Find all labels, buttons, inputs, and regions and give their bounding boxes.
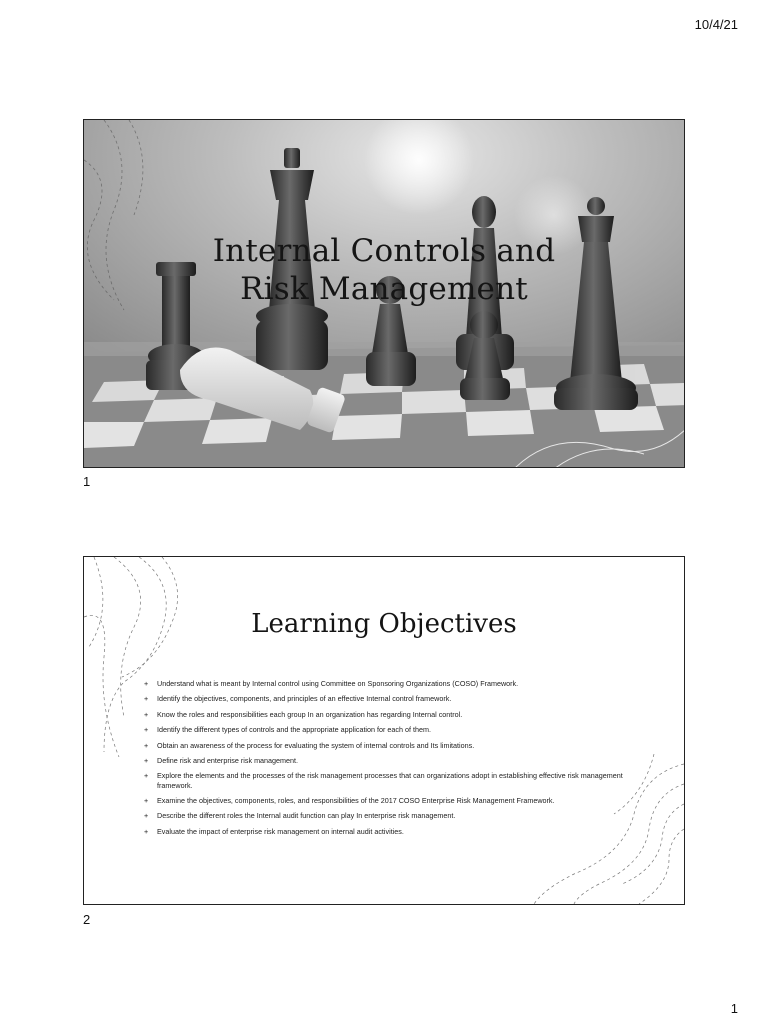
list-item: + Define risk and enterprise risk management. bbox=[144, 755, 299, 765]
slide-number: 2 bbox=[83, 912, 91, 927]
bullet: + bbox=[144, 679, 149, 688]
title-line-2: Risk Management bbox=[240, 271, 528, 307]
header-date: 10/4/21 bbox=[694, 17, 738, 32]
bullet: + bbox=[144, 694, 149, 704]
list-item: + Explore the elements and the processes of the risk management processes that can organizations adopt in establishing effective risk management framework. bbox=[144, 771, 623, 790]
bullet: + bbox=[144, 771, 149, 781]
list-item: + Identify the objectives, components, and principles of an effective Internal control framework. bbox=[144, 694, 452, 704]
title-slide bbox=[83, 119, 685, 468]
slide-title: Learning Objectives bbox=[251, 609, 517, 639]
bullet: + bbox=[144, 709, 149, 719]
list-item: + Understand what is meant by Internal control using Committee on Sponsoring Organizations (COSO) Framework. bbox=[144, 679, 519, 688]
list-item: + Describe the different roles the Internal audit function can play In enterprise risk management. bbox=[144, 811, 456, 821]
list-item: + Identify the different types of controls and the appropriate application for each of them. bbox=[144, 725, 431, 735]
list-item: + Evaluate the impact of enterprise risk management on internal audit activities. bbox=[144, 826, 404, 836]
bullet: + bbox=[144, 795, 149, 805]
objectives-slide bbox=[83, 556, 685, 905]
list-item: + Know the roles and responsibilities each group In an organization has regarding Internal control. bbox=[144, 709, 463, 719]
bullet: + bbox=[144, 740, 149, 750]
objectives-list bbox=[144, 679, 634, 842]
list-item: + Obtain an awareness of the process for evaluating the system of internal controls and Its limitations. bbox=[144, 740, 475, 750]
bullet: + bbox=[144, 826, 149, 836]
title-line-1: Internal Controls and bbox=[212, 233, 556, 269]
bullet: + bbox=[144, 755, 149, 765]
slide-number: 1 bbox=[83, 474, 91, 489]
bullet: + bbox=[144, 811, 149, 821]
page-number: 1 bbox=[730, 1001, 738, 1016]
list-item: + Examine the objectives, components, roles, and responsibilities of the 2017 COSO Enterprise Risk Management Framework. bbox=[144, 795, 555, 805]
bullet: + bbox=[144, 725, 149, 735]
slide-title bbox=[84, 232, 684, 308]
